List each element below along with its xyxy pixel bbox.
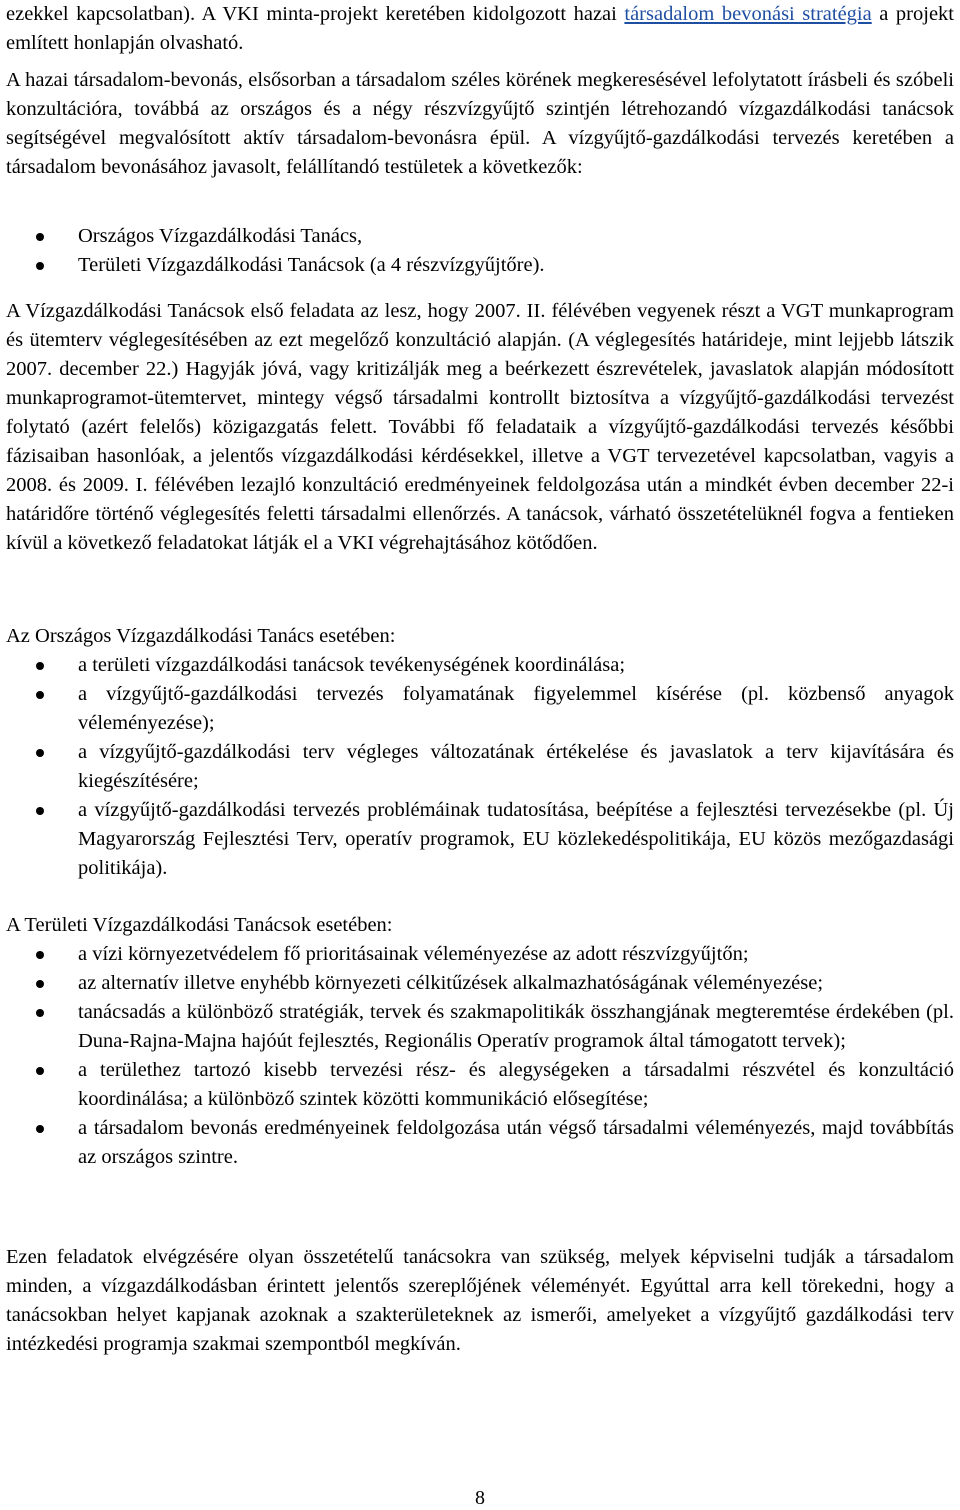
bullet-icon — [36, 233, 44, 241]
national-council-bullet-list — [6, 651, 954, 883]
list-item-text: a vízgyűjtő-gazdálkodási tervezés problémáinak tudatosítása, beépítése a fejlesztési tervezésekbe (pl. Új Magyarország Fejlesztési Terv, operatív programok, EU közlekedéspolitikája, EU közös mezőgazdasági politikája). — [78, 799, 954, 879]
national-council-heading — [6, 622, 954, 651]
list-item — [6, 251, 954, 280]
regional-council-list — [6, 940, 954, 1172]
list-item-text: a vízgyűjtő-gazdálkodási terv végleges változatának értékelése és javaslatok a terv kijavítására és kiegészítésére; — [78, 741, 954, 792]
paragraph-society-involvement — [6, 66, 954, 182]
regional-council-heading-text: A Területi Vízgazdálkodási Tanácsok esetében: — [6, 914, 393, 936]
bullet-icon — [36, 1125, 44, 1133]
bullet-icon — [36, 662, 44, 670]
list-item — [6, 738, 954, 796]
paragraph-composition — [6, 1243, 954, 1359]
bullet-icon — [36, 980, 44, 988]
paragraph-first-task-text: A Vízgazdálkodási Tanácsok első feladata az lesz, hogy 2007. II. félévében vegyenek részt a VGT munkaprogram és ütemterv véglegesítésében az ezt megelőző konzultáció alapján. (A véglegesítés határideje, mint lejjebb látszik 2007. december 22.) Hagyják jóvá, vagy kritizálják meg a beérkezett észrevételek, javaslatok alapján módosított munkaprogramot-ütemtervet, mintegy végső társadalmi kontrollt biztosítva a vízgyűjtő-gazdálkodási tervezést folytató (azért felelős) közigazgatás felett. További fő feladataik a vízgyűjtő-gazdálkodási tervezés későbbi fázisaiban hasonlóak, a jelentős vízgazdálkodási kérdésekkel, illetve a VGT tervezetével kapcsolatban, vagyis a 2008. és 2009. I. félévében lezajló konzultáció eredményeinek feldolgozása után a mindkét évben december 22-i határidőre történő véglegesítés feletti társadalmi ellenőrzés. A tanácsok, várható összetételüknél fogva a fentieken kívül a következő feladatokat látják el a VKI végrehajtásához kötődően. — [6, 300, 954, 554]
list-item — [6, 222, 954, 251]
list-item-text: tanácsadás a különböző stratégiák, tervek és szakmapolitikák összhangjának megteremtése érdekében (pl. Duna-Rajna-Majna hajóút fejlesztés, Regionális Operatív programok által támogatott tervek); — [78, 1001, 954, 1052]
national-council-list — [6, 651, 954, 883]
paragraph-first-task — [6, 297, 954, 558]
paragraph-intro-text: ezekkel kapcsolatban). A VKI minta-projekt keretében kidolgozott hazai — [6, 3, 625, 25]
bullet-icon — [36, 951, 44, 959]
bullet-icon — [36, 262, 44, 270]
page-number: 8 — [475, 1487, 485, 1509]
list-item-text: Országos Vízgazdálkodási Tanács, — [78, 225, 363, 247]
paragraph-composition-text: Ezen feladatok elvégzésére olyan összetételű tanácsokra van szükség, melyek képviselni tudják a társadalom minden, a vízgazdálkodásban érintett jelentős szereplőjének véleményét. Egyúttal arra kell törekedni, hogy a tanácsokban helyet kapjanak azoknak a szakterületeknek az ismerői, amelyeket a vízgyűjtő gazdálkodási terv intézkedési programja szakmai szempontból megkíván. — [6, 1246, 954, 1355]
list-item — [6, 651, 954, 680]
list-item-text: a vízi környezetvédelem fő prioritásainak véleményezése az adott részvízgyűjtőn; — [78, 943, 749, 965]
bullet-icon — [36, 1067, 44, 1075]
paragraph-intro — [6, 0, 954, 58]
list-item-text: a vízgyűjtő-gazdálkodási tervezés folyamatának figyelemmel kísérése (pl. közbenső anyagok véleményezése); — [78, 683, 954, 734]
list-item-text: az alternatív illetve enyhébb környezeti célkitűzések alkalmazhatóságának véleményezése; — [78, 972, 824, 994]
councils-bullet-list — [6, 222, 954, 280]
list-item — [6, 998, 954, 1056]
regional-council-heading — [6, 911, 954, 940]
paragraph-society-involvement-text: A hazai társadalom-bevonás, elsősorban a társadalom széles körének megkeresésével lefolytatott írásbeli és szóbeli konzultációra, továbbá az országos és a négy részvízgyűjtő szintjén létrehozandó vízgazdálkodási tanácsok segítségével megvalósított aktív társadalom-bevonásra épül. A vízgyűjtő-gazdálkodási tervezés keretében a társadalom bevonásához javasolt, felállítandó testületek a következők: — [6, 69, 954, 178]
bullet-icon — [36, 1009, 44, 1017]
strategy-link[interactable]: társadalom bevonási stratégia — [624, 3, 872, 25]
bullet-icon — [36, 807, 44, 815]
national-council-heading-text: Az Országos Vízgazdálkodási Tanács esetében: — [6, 625, 396, 647]
list-item — [6, 796, 954, 883]
list-item-text: a területhez tartozó kisebb tervezési rész- és alegységeken a társadalmi részvétel és konzultáció koordinálása; a különböző szintek közötti kommunikáció elősegítése; — [78, 1059, 954, 1110]
list-item — [6, 1114, 954, 1172]
list-item — [6, 1056, 954, 1114]
list-item — [6, 680, 954, 738]
paragraph-intro-tail: a projekt említett honlapján olvasható. — [6, 3, 954, 54]
list-item — [6, 940, 954, 969]
list-item-text: Területi Vízgazdálkodási Tanácsok (a 4 részvízgyűjtőre). — [78, 254, 545, 276]
list-item-text: a területi vízgazdálkodási tanácsok tevékenységének koordinálása; — [78, 654, 626, 676]
councils-list — [6, 222, 954, 280]
bullet-icon — [36, 749, 44, 757]
bullet-icon — [36, 691, 44, 699]
list-item — [6, 969, 954, 998]
regional-council-bullet-list — [6, 940, 954, 1172]
list-item-text: a társadalom bevonás eredményeinek feldolgozása után végső társadalmi véleményezés, majd továbbítás az országos szintre. — [78, 1117, 954, 1168]
